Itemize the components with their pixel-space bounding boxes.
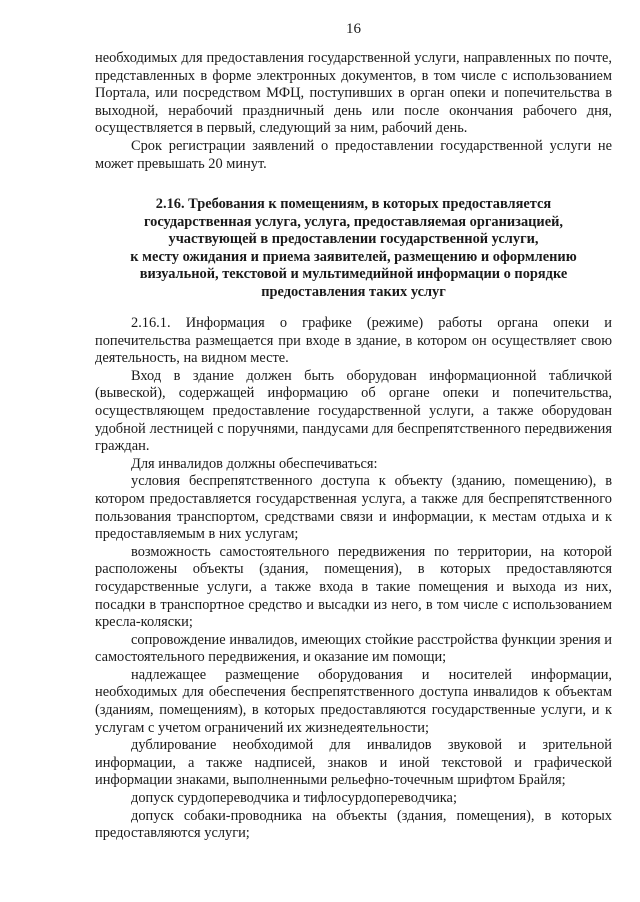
paragraph-disabled-intro: Для инвалидов должны обеспечиваться: — [131, 455, 378, 472]
heading-line: участвующей в предоставлении государственной услуги, — [168, 231, 539, 248]
paragraph-2-16-1: 2.16.1. Информация о графике (режиме) работы органа опеки и попечительства размещается при входе в здание, в котором он осуществляет свою деятельность, на видном месте. — [95, 315, 612, 367]
heading-line: предоставления таких услуг — [261, 283, 446, 300]
page-number: 16 — [346, 21, 361, 37]
section-heading-2-16 — [95, 196, 612, 302]
heading-line: к месту ожидания и приема заявителей, размещению и оформлению — [130, 248, 577, 265]
paragraph-registration-time: Срок регистрации заявлений о предоставлении государственной услуги не может превышать 20 минут. — [95, 137, 612, 172]
list-item-sign-interpreter: допуск сурдопереводчика и тифлосурдопереводчика; — [131, 790, 457, 807]
paragraph-entrance: Вход в здание должен быть оборудован информационной табличкой (вывеской), содержащей информацию об органе опеки и попечительства, осуществляющем предоставление государственной услуги, а также оборудован удобной лестницей с поручнями, пандусами для беспрепятственного передвижения граждан. — [95, 367, 612, 455]
list-item-escort: сопровождение инвалидов, имеющих стойкие расстройства функции зрения и самостоятельного передвижения, и оказание им помощи; — [95, 631, 612, 666]
list-item-duplication: дублирование необходимой для инвалидов звуковой и зрительной информации, а также надписей, знаков и иной текстовой и графической информации знаками, выполненными рельефно-точечным шрифтом Брайля; — [95, 737, 612, 789]
paragraph-registration-continued: необходимых для предоставления государственной услуги, направленных по почте, представленных в форме электронных документов, в том числе с использованием Портала, или посредством МФЦ, поступивших в орган опеки и попечительства в выходной, нерабочий праздничный день или после окончания рабочего дня, осуществляется в первый, следующий за ним, рабочий день. — [95, 50, 612, 137]
intro-text — [95, 50, 612, 173]
list-item-guide-dog: допуск собаки-проводника на объекты (здания, помещения), в которых предоставляются услуги; — [95, 807, 612, 842]
section-body — [95, 315, 612, 843]
heading-line: 2.16. Требования к помещениям, в которых предоставляется — [155, 196, 552, 212]
list-item-equipment-placement: надлежащее размещение оборудования и носителей информации, необходимых для обеспечения беспрепятственного доступа инвалидов к объектам (зданиям, помещениям), в которых предоставляются государственные услуги, и к услугам с учетом ограничений их жизнедеятельности; — [95, 666, 612, 736]
heading-line: государственная услуга, услуга, предоставляемая организацией, — [143, 213, 564, 230]
list-item-access-conditions: условия беспрепятственного доступа к объекту (зданию, помещению), в котором предоставляется государственная услуга, а также для беспрепятственного пользования транспортом, средствами связи и информации, к местам отдыха и к предоставляемым в них услугам; — [95, 473, 612, 543]
heading-line: визуальной, текстовой и мультимедийной информации о порядке — [139, 266, 568, 283]
list-item-independent-movement: возможность самостоятельного передвижения по территории, на которой расположены объекты (здания, помещения), в которых предоставляются государственные услуги, а также входа в такие помещения и выхода из них, посадки в транспортное средство и высадки из него, в том числе с использованием кресла-коляски; — [95, 543, 612, 631]
